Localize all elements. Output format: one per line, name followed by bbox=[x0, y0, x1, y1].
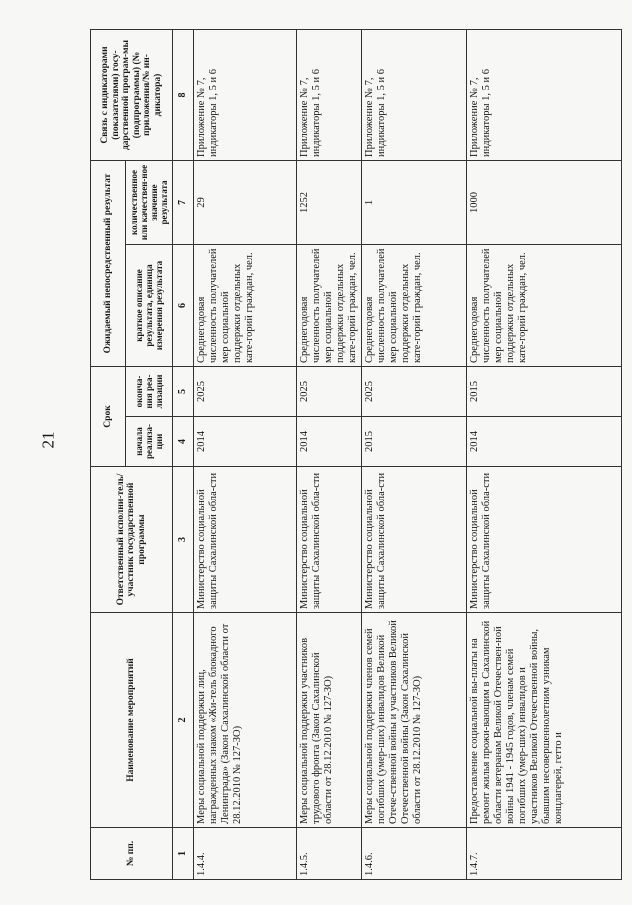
col-number: 1 bbox=[173, 828, 194, 880]
col-number: 6 bbox=[173, 245, 194, 367]
row-start-year: 2014 bbox=[194, 417, 297, 467]
header-col-description: краткое описание результата, единица измерения результата bbox=[126, 245, 173, 367]
header-col-value: количественное или качествен-ное значение результата bbox=[126, 161, 173, 245]
row-result-description: Среднегодовая численность получателей мер социальной поддержки отдельных кате-горий граждан, чел. bbox=[194, 245, 297, 367]
row-indicator-link: Приложение № 7, индикаторы 1, 5 и 6 bbox=[362, 30, 467, 161]
row-measure-name: Меры социальной поддержки членов семей погибших (умер-ших) инвалидов Великой Отече-ственной войны и участников Великой Отечественной войны (Закон Сахалинской области от 28.12.2010 № 127-ЗО) bbox=[362, 613, 467, 828]
row-number: 1.4.7. bbox=[467, 828, 622, 880]
header-col-end: оконча-ния реа-лизации bbox=[126, 367, 173, 417]
page-number: 21 bbox=[38, 431, 58, 449]
row-result-description: Среднегодовая численность получателей мер социальной поддержки отдельных кате-горий граждан, чел. bbox=[467, 245, 622, 367]
col-number: 4 bbox=[173, 417, 194, 467]
row-executor: Министерство социальной защиты Сахалинской обла-сти bbox=[362, 467, 467, 613]
row-result-value: 1000 bbox=[467, 161, 622, 245]
col-number: 8 bbox=[173, 30, 194, 161]
row-result-value: 1252 bbox=[297, 161, 362, 245]
header-col-start: начала реализа-ции bbox=[126, 417, 173, 467]
measures-table bbox=[90, 29, 622, 880]
header-col-num: № пп. bbox=[91, 828, 173, 880]
rotated-table-container bbox=[90, 30, 608, 880]
row-start-year: 2014 bbox=[297, 417, 362, 467]
row-number: 1.4.5. bbox=[297, 828, 362, 880]
row-indicator-link: Приложение № 7, индикаторы 1, 5 и 6 bbox=[297, 30, 362, 161]
row-result-value: 29 bbox=[194, 161, 297, 245]
row-end-year: 2025 bbox=[297, 367, 362, 417]
row-result-value: 1 bbox=[362, 161, 467, 245]
col-number: 7 bbox=[173, 161, 194, 245]
row-result-description: Среднегодовая численность получателей мер социальной поддержки отдельных кате-горий граждан, чел. bbox=[297, 245, 362, 367]
table-row bbox=[194, 30, 297, 880]
row-indicator-link: Приложение № 7, индикаторы 1, 5 и 6 bbox=[194, 30, 297, 161]
row-executor: Министерство социальной защиты Сахалинской обла-сти bbox=[467, 467, 622, 613]
row-number: 1.4.6. bbox=[362, 828, 467, 880]
col-number: 3 bbox=[173, 467, 194, 613]
row-end-year: 2025 bbox=[362, 367, 467, 417]
row-indicator-link: Приложение № 7, индикаторы 1, 5 и 6 bbox=[467, 30, 622, 161]
header-result: Ожидаемый непосредственный результат bbox=[91, 161, 126, 367]
row-measure-name: Предоставление социальной вы-платы на ремонт жилья прожи-вающим в Сахалинской области ветеранам Великой Отечествен-ной войны 1941 - 1945 годов, членам семей погибших (умер-ших) инвалидов и участников Великой Отечественной войны, бывшим несовершеннолетним узникам концлагерей, гетто и bbox=[467, 613, 622, 828]
row-measure-name: Меры социальной поддержки участников трудового фронта (Закон Сахалинской области от 28.12.2010 № 127-ЗО) bbox=[297, 613, 362, 828]
row-executor: Министерство социальной защиты Сахалинской обла-сти bbox=[297, 467, 362, 613]
row-start-year: 2015 bbox=[362, 417, 467, 467]
row-executor: Министерство социальной защиты Сахалинской обла-сти bbox=[194, 467, 297, 613]
header-col-executor: Ответственный исполни-тель/участник государственной программы bbox=[91, 467, 173, 613]
row-number: 1.4.4. bbox=[194, 828, 297, 880]
header-col-name: Наименование мероприятий bbox=[91, 613, 173, 828]
header-col-link: Связь с индикаторами (показателями) госу-дарственной програм-мы (подпрограммы) (№ приложения/№ ин-дикатора) bbox=[91, 30, 173, 161]
row-measure-name: Меры социальной поддержки лиц, награжденных знаком «Жи-тель блокадного Ленинграда» (Закон Сахалинской области от 28.12.2010 № 127-ЗО) bbox=[194, 613, 297, 828]
table-row bbox=[362, 30, 467, 880]
row-end-year: 2015 bbox=[467, 367, 622, 417]
table-row bbox=[297, 30, 362, 880]
row-result-description: Среднегодовая численность получателей мер социальной поддержки отдельных кате-горий граждан, чел. bbox=[362, 245, 467, 367]
row-start-year: 2014 bbox=[467, 417, 622, 467]
col-number: 2 bbox=[173, 613, 194, 828]
header-srok: Срок bbox=[91, 367, 126, 467]
row-end-year: 2025 bbox=[194, 367, 297, 417]
table-row bbox=[467, 30, 622, 880]
column-number-row bbox=[173, 30, 194, 880]
col-number: 5 bbox=[173, 367, 194, 417]
